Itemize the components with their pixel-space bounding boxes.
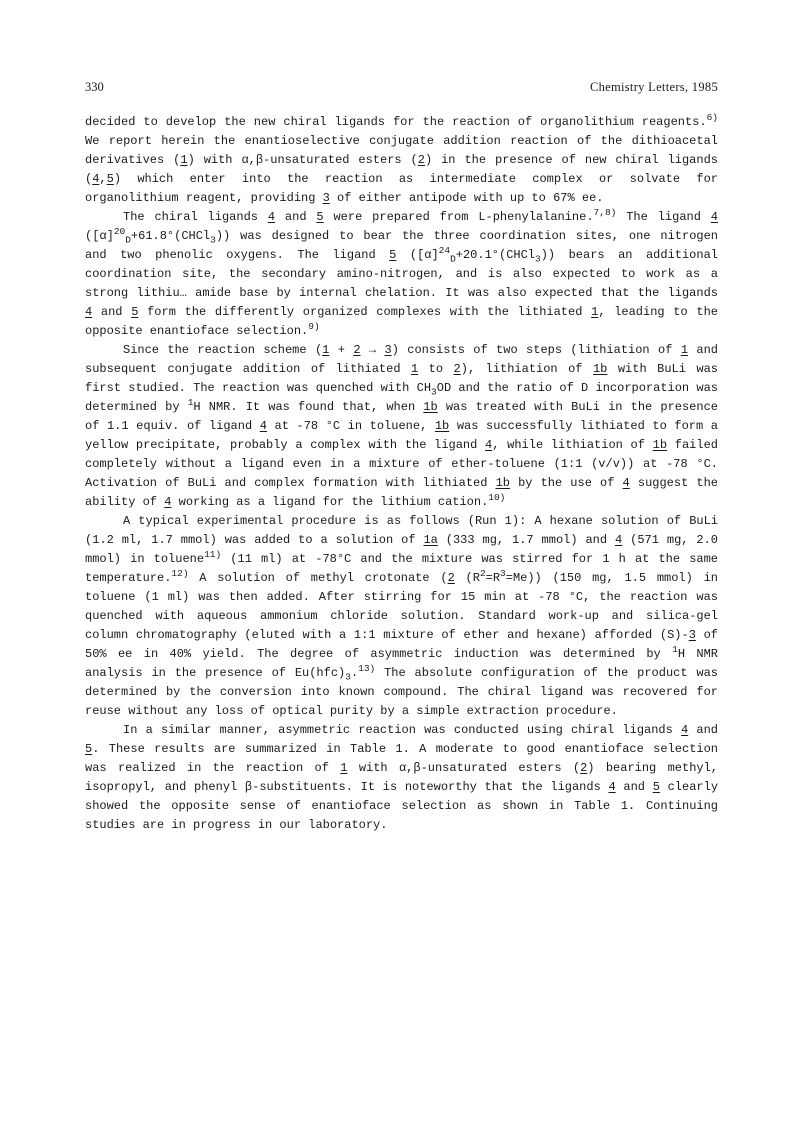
citation: 6) (706, 112, 718, 123)
text: (R (454, 571, 480, 585)
text: and (615, 780, 653, 794)
text: with α,β-unsaturated esters ( (347, 761, 581, 775)
text: and subsequent conjugate addition of lithiated (85, 343, 718, 376)
compound-ref: 1b (495, 476, 510, 490)
text: The ligand (616, 210, 711, 224)
text: ([α] (396, 248, 439, 262)
superscript: 20 (113, 226, 126, 237)
compound-ref: 3 (384, 343, 392, 357)
citation: 7,8) (593, 207, 617, 218)
text: In a similar manner, asymmetric reaction was conducted using chiral ligands (123, 723, 682, 737)
compound-ref: 2 (447, 571, 455, 585)
text: clearly showed the opposite sense of enantioface selection as shown in Table 1. Continuing studies are in progress in our laboratory. (85, 780, 719, 832)
text: of either antipode with up to 67% ee. (329, 191, 604, 205)
text: A solution of methyl crotonate ( (188, 571, 448, 585)
compound-ref: 1b (592, 362, 608, 376)
text: to (418, 362, 454, 376)
compound-ref: 5 (316, 210, 324, 224)
compound-ref: 1 (680, 343, 689, 357)
text: suggest the ability of (85, 476, 718, 509)
text: +61.8°(CHCl (130, 229, 211, 243)
text: (333 mg, 1.7 mmol) and (437, 533, 616, 547)
compound-ref: 4 (485, 438, 493, 452)
superscript: 1 (187, 397, 194, 408)
compound-ref: 2 (417, 153, 425, 167)
compound-ref: 1b (423, 400, 438, 414)
text: ) which enter into the reaction as intermediate complex or solvate for organolithium reagent, providing (85, 172, 718, 205)
text: , leading to the opposite enantioface selection. (85, 305, 719, 338)
superscript: 24 (438, 245, 451, 256)
page-number: 330 (85, 80, 104, 94)
arrow-icon: → (360, 343, 385, 357)
text: ([α] (85, 229, 114, 243)
paragraph-5 (85, 721, 718, 835)
superscript: 2 (479, 568, 486, 579)
superscript: 3 (500, 568, 506, 579)
paragraph-4 (85, 512, 718, 721)
compound-ref: 1 (322, 343, 330, 357)
compound-ref: 2 (353, 343, 361, 357)
compound-ref: 1b (434, 419, 450, 433)
citation: 9) (308, 321, 320, 332)
article-body (85, 113, 718, 835)
subscript: 3 (535, 253, 541, 265)
text: )) was designed to bear the three coordination sites, one nitrogen and two phenolic oxygens. The ligand (85, 229, 718, 262)
compound-ref: 4 (259, 419, 267, 433)
compound-ref: 4 (267, 210, 276, 224)
paragraph-2 (85, 208, 718, 341)
text: )) bears an additional coordination site, the secondary amino-nitrogen, and is also expected to work as a strong lithiu… amide base by internal chelation. It was also expected that the ligands (85, 248, 718, 300)
compound-ref: 5 (389, 248, 397, 262)
text: , (99, 172, 107, 186)
subscript: D (450, 253, 456, 265)
citation: 13) (358, 663, 376, 674)
text: ) with α,β-unsaturated esters ( (187, 153, 418, 167)
text: A typical experimental procedure is as follows (Run 1): A hexane solution of BuLi (1.2 ml, 1.7 mmol) was added to a solution of (85, 514, 718, 547)
text: + (329, 343, 354, 357)
text: We report herein the enantioselective conjugate addition reaction of the dithioacetal derivatives ( (85, 134, 718, 167)
text: H NMR. It was found that, when (193, 400, 424, 414)
compound-ref: 1 (411, 362, 419, 376)
compound-ref: 5 (106, 172, 114, 186)
text: . These results are summarized in Table 1. A moderate to good enantioface selection was realized in the reaction of (85, 742, 718, 775)
text: and (688, 723, 718, 737)
text: =R (485, 571, 501, 585)
text: and (275, 210, 317, 224)
compound-ref: 4 (85, 305, 93, 319)
compound-ref: 4 (92, 172, 100, 186)
compound-ref: 2 (453, 362, 461, 376)
text: ) bearing methyl, isopropyl, and phenyl β-substituents. It is noteworthy that the ligands (85, 761, 718, 794)
compound-ref: 1 (340, 761, 348, 775)
compound-ref: 3 (688, 628, 696, 642)
subscript: 3 (210, 234, 216, 246)
text: and (92, 305, 132, 319)
text: ), lithiation of (460, 362, 593, 376)
compound-ref: 1a (423, 533, 438, 547)
text: with BuLi was first studied. The reaction was quenched with CH (85, 362, 719, 395)
text: OD and the ratio of D incorporation was determined by (85, 381, 718, 414)
compound-ref: 5 (652, 780, 660, 794)
text: by the use of (509, 476, 623, 490)
text: , while lithiation of (492, 438, 653, 452)
compound-ref: 5 (131, 305, 139, 319)
text: (571 mg, 2.0 mmol) in toluene (85, 533, 718, 566)
text: were prepared from L-phenylalanine. (323, 210, 594, 224)
compound-ref: 2 (580, 761, 588, 775)
text: H NMR analysis in the presence of Eu(hfc) (85, 647, 718, 680)
text: form the differently organized complexes with the lithiated (138, 305, 592, 319)
subscript: 3 (345, 671, 351, 683)
compound-ref: 1 (591, 305, 599, 319)
compound-ref: 3 (322, 191, 330, 205)
paragraph-3 (85, 341, 718, 512)
page-header (85, 80, 718, 100)
text: The chiral ligands (123, 210, 268, 224)
text: working as a ligand for the lithium cation. (171, 495, 489, 509)
citation: 11) (204, 549, 222, 560)
journal-name: Chemistry Letters, 1985 (589, 80, 718, 94)
text: (11 ml) at -78°C and the mixture was stirred for 1 h at the same temperature. (85, 552, 719, 585)
text: ) in the presence of new chiral ligands ( (85, 153, 718, 186)
compound-ref: 4 (608, 780, 616, 794)
text: . (350, 666, 359, 680)
text: The absolute configuration of the product was determined by the conversion into known compound. The chiral ligand was recovered for reuse without any loss of optical purity by a simple extraction procedure. (85, 666, 718, 718)
text: failed completely without a ligand even in a mixture of ether-toluene (1:1 (v/v)) at -78 °C. Activation of BuLi and complex formation with lithiated (85, 438, 718, 490)
superscript: 1 (672, 644, 678, 655)
subscript: D (125, 234, 131, 246)
text: Since the reaction scheme ( (123, 343, 323, 357)
compound-ref: 4 (710, 210, 718, 224)
compound-ref: 4 (164, 495, 172, 509)
paragraph-1 (85, 113, 718, 208)
citation: 10) (488, 492, 506, 503)
citation: 12) (171, 568, 189, 579)
text: was successfully lithiated to form a yellow precipitate, probably a complex with the ligand (85, 419, 718, 452)
compound-ref: 4 (622, 476, 630, 490)
compound-ref: 4 (681, 723, 689, 737)
compound-ref: 4 (615, 533, 623, 547)
compound-ref: 1b (652, 438, 668, 452)
compound-ref: 5 (85, 742, 93, 756)
subscript: 3 (431, 386, 437, 398)
text: of 50% ee in 40% yield. The degree of asymmetric induction was determined by (85, 628, 718, 661)
text: decided to develop the new chiral ligands for the reaction of organolithium reagents. (85, 115, 707, 129)
text: was treated with BuLi in the presence of 1.1 equiv. of ligand (85, 400, 718, 433)
text: =Me)) (150 mg, 1.5 mmol) in toluene (1 ml) was then added. After stirring for 15 min at -78 °C, the reaction was quenched with aqueous ammonium chloride solution. Standard work-up and silica-gel column chromatography (eluted with a 1:1 mixture of ether and hexane) afforded (S)- (85, 571, 719, 642)
text: +20.1°(CHCl (455, 248, 535, 262)
text: at -78 °C in toluene, (266, 419, 435, 433)
text: ) consists of two steps (lithiation of (391, 343, 681, 357)
compound-ref: 1 (180, 153, 188, 167)
